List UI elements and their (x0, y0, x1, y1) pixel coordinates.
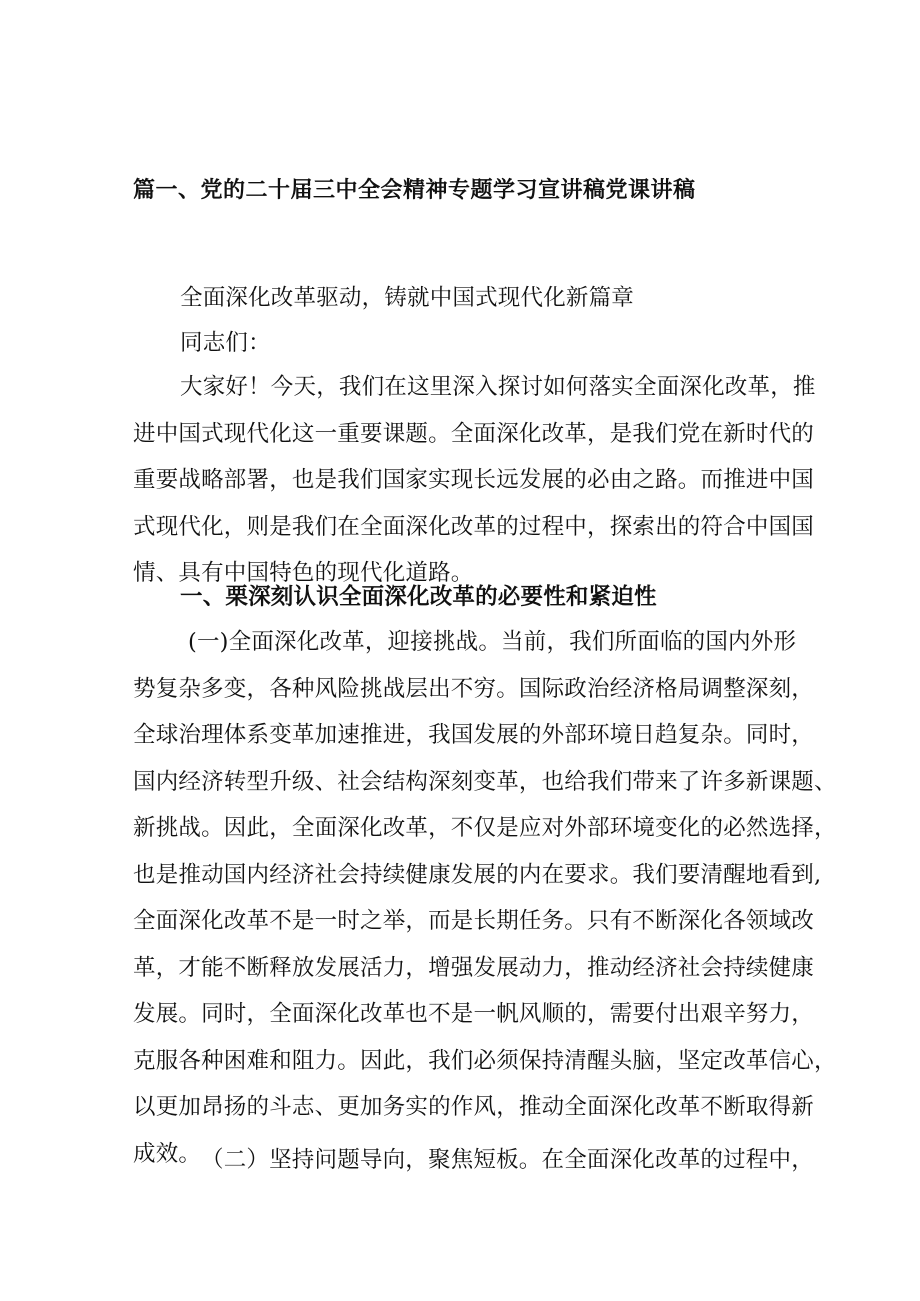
paragraph-line: 革，才能不断释放发展活力，增强发展动力，推动经济社会持续健康 (133, 954, 815, 981)
greeting-text: 同志们： (180, 330, 271, 356)
paragraph-line: 也是推动国内经济社会持续健康发展的内在要求。我们要清醒地看到, (133, 861, 822, 888)
paragraph-line: 全面深化改革不是一时之举，而是长期任务。只有不断深化各领域改 (133, 908, 815, 934)
paragraph-line: 式现代化，则是我们在全面深化改革的过程中，探索出的符合中国国 (133, 513, 815, 540)
paragraph-line: 大家好！今天，我们在这里深入探讨如何落实全面深化改革，推 (180, 374, 816, 400)
paragraph-section1-part2 (133, 1137, 814, 1184)
document-heading: 篇一、党的二十届三中全会精神专题学习宣讲稿党课讲稿 (133, 177, 696, 203)
paragraph-line: 国内经济转型升级、社会结构深刻变革，也给我们带来了许多新课题、 (133, 768, 837, 795)
paragraph-line: 发展。同时，全面深化改革也不是一帆风顺的，需要付出艰辛努力， (133, 1001, 815, 1027)
paragraph-line: 势复杂多变，各种风险挑战层出不穷。国际政治经济格局调整深刻， (133, 675, 815, 702)
paragraph-line: 重要战略部署，也是我们国家实现长远发展的必由之路。而推进中国 (133, 467, 815, 493)
section-heading (133, 574, 793, 621)
paragraph-line: 情、具有中国特色的现代化道路。 (133, 560, 474, 586)
paragraph-line: 以更加昂扬的斗志、更加务实的作风，推动全面深化改革不断取得新 (133, 1094, 815, 1120)
paragraph-line: 进中国式现代化这一重要课题。全面深化改革，是我们党在新时代的 (133, 420, 815, 447)
paragraph-line: 新挑战。因此，全面深化改革，不仅是应对外部环境变化的必然选择， (133, 815, 837, 841)
paragraph-line: 成效。 (133, 1140, 202, 1167)
paragraph-line: 克服各种困难和阻力。因此，我们必须保持清醒头脑，坚定改革信心， (133, 1047, 837, 1074)
paragraph-line: (一)全面深化改革，迎接挑战。当前，我们所面临的国内外形 (188, 629, 797, 655)
paragraph-line: （二）坚持问题导向，聚焦短板。在全面深化改革的过程中， (201, 1147, 814, 1173)
paragraph-section1-part1 (133, 619, 837, 1177)
speech-title (133, 275, 793, 322)
section-heading-text: 一、栗深刻认识全面深化改革的必要性和紧迫性 (180, 584, 657, 610)
paragraph-line: 全球治理体系变革加速推进，我国发展的外部环境日趋复杂。同时， (133, 722, 815, 748)
speech-title-text: 全面深化改革驱动，铸就中国式现代化新篇章 (180, 285, 635, 311)
paragraph-intro (133, 364, 816, 597)
greeting (133, 320, 793, 367)
